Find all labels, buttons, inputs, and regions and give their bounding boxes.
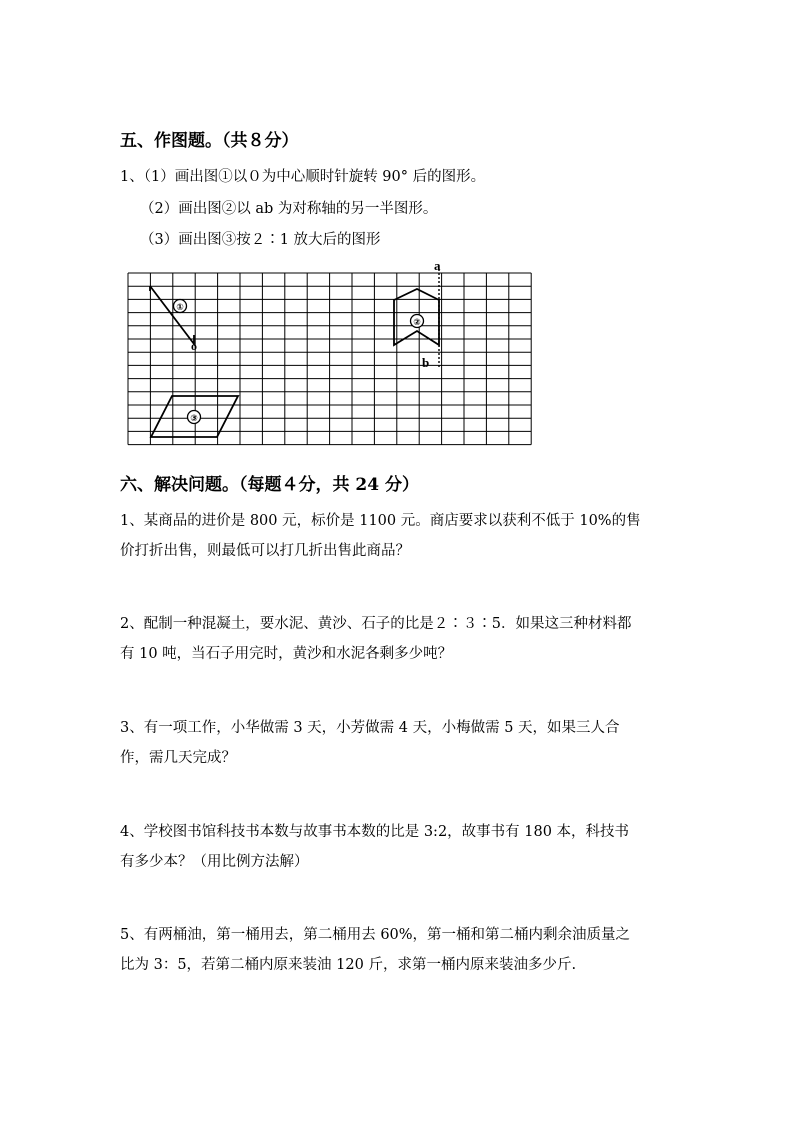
section6-heading: 六、解决问题。（每题４分，共 24 分） <box>120 475 419 495</box>
problem-5-line-1: 5、有两桶油，第一桶用去，第二桶用去 60%，第一桶和第二桶内剩余油质量之 <box>120 927 631 943</box>
shape-3-label: ③ <box>190 414 198 424</box>
shape-1-label: ① <box>176 303 184 313</box>
question-1-part-2: （2）画出图②以 ab 为对称轴的另一半图形。 <box>140 201 438 217</box>
question-1-part-1: 1、（1）画出图①以０为中心顺时针旋转 90° 后的图形。 <box>120 169 486 185</box>
problem-2-line-1: 2、配制一种混凝土，要水泥、黄沙、石子的比是２∶３∶5．如果这三种材料都 <box>120 616 632 632</box>
problem-2-line-2: 有 10 吨，当石子用完时，黄沙和水泥各剩多少吨？ <box>120 646 453 662</box>
shape-1 <box>150 286 194 344</box>
grid-svg <box>122 259 542 455</box>
label-o: o <box>191 339 197 353</box>
problem-4-line-2: 有多少本？（用比例方法解） <box>120 854 309 870</box>
label-a: a <box>434 259 441 273</box>
label-b: b <box>422 355 430 370</box>
shape-2-label: ② <box>413 318 421 328</box>
question-1-part-3: （3）画出图③按２∶1 放大后的图形 <box>140 232 381 248</box>
problem-4-line-1: 4、学校图书馆科技书本数与故事书本数的比是 3:2，故事书有 180 本，科技书 <box>120 824 630 840</box>
drawing-grid-figure <box>122 259 542 455</box>
problem-5-line-2: 比为 3：5，若第二桶内原来装油 120 斤，求第一桶内原来装油多少斤. <box>120 957 577 973</box>
problem-1-line-1: 1、某商品的进价是 800 元，标价是 1100 元。商店要求以获利不低于 10%的售 <box>120 513 641 529</box>
problem-1-line-2: 价打折出售，则最低可以打几折出售此商品？ <box>120 543 410 559</box>
problem-3-line-2: 作，需几天完成？ <box>120 750 236 766</box>
section5-heading: 五、作图题。（共８分） <box>120 131 299 151</box>
problem-3-line-1: 3、有一项工作，小华做需 3 天，小芳做需 4 天，小梅做需 5 天，如果三人合 <box>120 720 620 736</box>
